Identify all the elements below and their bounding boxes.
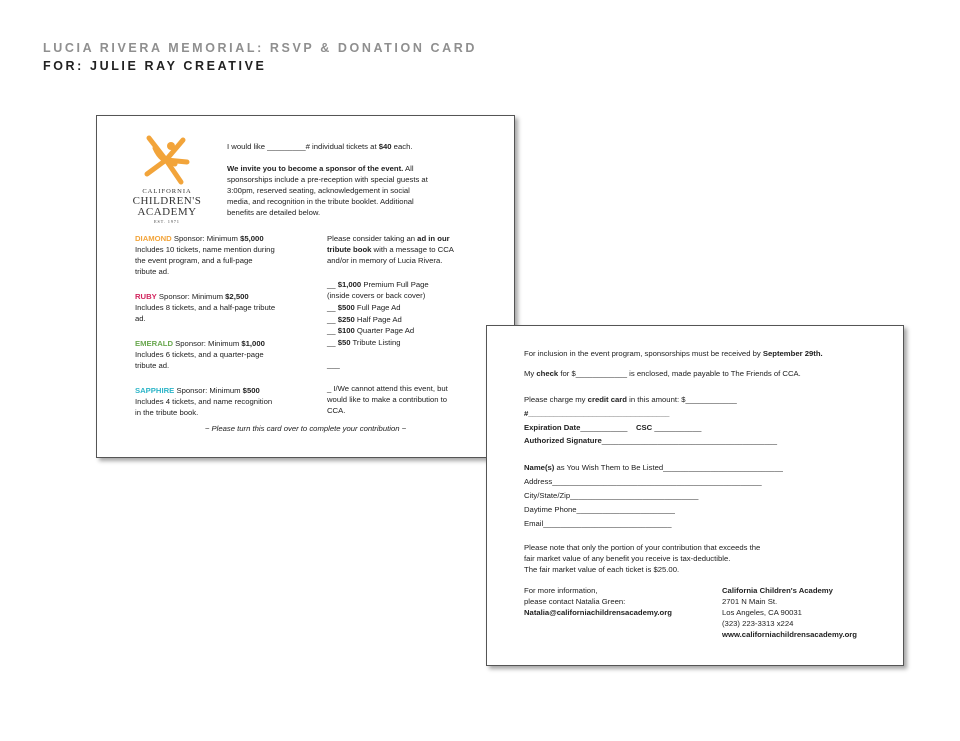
tax-note: Please note that only the portion of your contribution that exceeds the — [524, 543, 761, 552]
academy-logo — [127, 188, 207, 225]
invite-bold: We invite you to become a sponsor of the event. — [227, 164, 404, 173]
csc-label: CSC — [635, 423, 653, 432]
org-address: Los Angeles, CA 90031 — [722, 608, 802, 617]
ad-option — [327, 315, 402, 326]
sponsor-emerald — [135, 339, 265, 350]
page-title: LUCIA RIVERA MEMORIAL: RSVP & DONATION CARD — [43, 41, 478, 55]
cannot-attend-line: would like to make a contribution to — [327, 395, 448, 404]
city-field: City/State/Zip______________________________ — [524, 491, 699, 500]
tier-label: Sponsor: Minimum — [156, 292, 226, 301]
rsvp-card-front — [96, 115, 515, 458]
tier-emerald: EMERALD — [135, 339, 174, 348]
deadline-line — [524, 349, 823, 360]
ad-pre: Please consider taking an — [327, 234, 418, 243]
ad-option-amount: $1,000 — [337, 280, 362, 289]
org-address: 2701 N Main St. — [722, 597, 778, 606]
deadline-date: September 29th. — [762, 349, 823, 358]
ad-option-label: Tribute Listing — [350, 338, 401, 347]
sponsor-desc: ad. — [135, 314, 146, 323]
tier-amount: $500 — [242, 386, 260, 395]
ad-option-prefix: __ — [327, 280, 338, 289]
signature-line — [524, 436, 777, 447]
ad-option-prefix: __ — [327, 303, 338, 312]
info-line: For more information, — [524, 586, 598, 595]
contact-email: Natalia@californiachildrensacademy.org — [524, 608, 672, 617]
ad-line-2 — [327, 245, 454, 256]
expiration-line — [524, 423, 701, 434]
deadline-pre: For inclusion in the event program, sponsorships must be received by — [524, 349, 763, 358]
cannot-attend-line: CCA. — [327, 406, 346, 415]
org-phone: (323) 223-3313 x224 — [722, 619, 794, 628]
sponsor-desc: tribute ad. — [135, 267, 170, 276]
ticket-pre: I would like _________# individual tickets at — [227, 142, 379, 151]
ad-option-label: Quarter Page Ad — [354, 326, 415, 335]
ad-option-amount: $250 — [337, 315, 355, 324]
tier-amount: $2,500 — [225, 292, 249, 301]
ad-line-3: and/or in memory of Lucia Rivera. — [327, 256, 443, 265]
check-bold: check — [536, 369, 559, 378]
tier-amount: $1,000 — [241, 339, 265, 348]
names-line — [524, 463, 783, 474]
names-post: as You Wish Them to Be Listed____________________________ — [554, 463, 783, 472]
ad-option — [327, 280, 429, 291]
csc-blank: ___________ — [652, 423, 702, 432]
invite-line-5: benefits are detailed below. — [227, 208, 321, 217]
ad-line-1 — [327, 234, 450, 245]
invite-line-1 — [227, 164, 414, 175]
check-line — [524, 369, 801, 380]
ad-option-label: Premium Full Page — [361, 280, 429, 289]
info-line: please contact Natalia Green: — [524, 597, 626, 606]
check-post: for $____________ is enclosed, made payable to The Friends of CCA. — [558, 369, 801, 378]
expiration-blank: ___________ — [580, 423, 628, 432]
cc-pre: Please charge my — [524, 395, 588, 404]
ad-option-amount: $50 — [337, 338, 351, 347]
blank-line: ___ — [327, 360, 340, 369]
sponsor-desc: the event program, and a full-page — [135, 256, 253, 265]
tier-sapphire: SAPPHIRE — [135, 386, 175, 395]
tax-note: fair market value of any benefit you receive is tax-deductible. — [524, 554, 731, 563]
ticket-line — [227, 142, 413, 153]
ad-option-prefix: __ — [327, 315, 338, 324]
tier-ruby: RUBY — [135, 292, 157, 301]
ticket-price: $40 — [378, 142, 392, 151]
tier-diamond: DIAMOND — [135, 234, 172, 243]
sponsor-ruby — [135, 292, 249, 303]
tier-label: Sponsor: Minimum — [174, 386, 243, 395]
email-field: Email______________________________ — [524, 519, 672, 528]
invite-line-2: sponsorships include a pre-reception with special guests at — [227, 175, 428, 184]
sponsor-diamond — [135, 234, 264, 245]
address-field: Address_________________________________________________ — [524, 477, 762, 486]
ad-option-amount: $500 — [337, 303, 355, 312]
invite-line-4: media, and recognition in the tribute booklet. Additional — [227, 197, 414, 206]
ad-post: with a message to CCA — [371, 245, 454, 254]
org-website: www.californiachildrensacademy.org — [722, 630, 857, 639]
cannot-attend-line: _ I/We cannot attend this event, but — [327, 384, 448, 393]
signature-label: Authorized Signature — [524, 436, 602, 445]
cc-bold: credit card — [587, 395, 627, 404]
turn-over-note: ~ Please turn this card over to complete your contribution ~ — [204, 424, 407, 433]
tier-amount: $5,000 — [240, 234, 264, 243]
sponsor-desc: in the tribute book. — [135, 408, 199, 417]
tax-note: The fair market value of each ticket is $25.00. — [524, 565, 680, 574]
logo-line-1: CALIFORNIA — [142, 188, 192, 195]
page-subtitle: FOR: JULIE RAY CREATIVE — [43, 59, 267, 73]
sponsor-desc: Includes 8 tickets, and a half-page tribute — [135, 303, 276, 312]
invite-line-3: 3:00pm, reserved seating, acknowledgement in social — [227, 186, 410, 195]
sponsor-desc: Includes 4 tickets, and name recognition — [135, 397, 273, 406]
ad-option — [327, 326, 414, 337]
sponsor-desc: Includes 6 tickets, and a quarter-page — [135, 350, 264, 359]
ad-option-prefix: __ — [327, 326, 338, 335]
ad-option — [327, 303, 401, 314]
cc-post: in this amount: $____________ — [626, 395, 737, 404]
ad-option-label: Full Page Ad — [354, 303, 401, 312]
tier-label: Sponsor: Minimum — [171, 234, 241, 243]
sponsor-desc: tribute ad. — [135, 361, 170, 370]
logo-line-4: EST. 1971 — [154, 219, 180, 224]
signature-blank: _________________________________________ — [601, 436, 778, 445]
ad-option-label: Half Page Ad — [354, 315, 402, 324]
ad-option — [327, 338, 401, 349]
ad-option-amount: $100 — [337, 326, 355, 335]
ad-option-prefix: __ — [327, 338, 338, 347]
tier-label: Sponsor: Minimum — [173, 339, 242, 348]
phone-field: Daytime Phone_______________________ — [524, 505, 675, 514]
logo-line-3: ACADEMY — [137, 206, 197, 218]
expiration-label: Expiration Date — [524, 423, 581, 432]
ad-option-note: (inside covers or back cover) — [327, 291, 426, 300]
ad-bold-2: tribute book — [327, 245, 372, 254]
ad-bold-1: ad in our — [417, 234, 450, 243]
card-number-field: #_________________________________ — [524, 409, 670, 418]
check-pre: My — [524, 369, 537, 378]
credit-card-line — [524, 395, 737, 406]
names-bold: Name(s) — [524, 463, 555, 472]
invite-rest: All — [403, 164, 414, 173]
logo-line-2: CHILDREN'S — [132, 195, 202, 207]
star-figure-icon — [141, 134, 191, 186]
rsvp-card-back — [486, 325, 904, 666]
ticket-post: each. — [391, 142, 413, 151]
sponsor-sapphire — [135, 386, 260, 397]
org-name: California Children's Academy — [722, 586, 833, 595]
sponsor-desc: Includes 10 tickets, name mention during — [135, 245, 275, 254]
